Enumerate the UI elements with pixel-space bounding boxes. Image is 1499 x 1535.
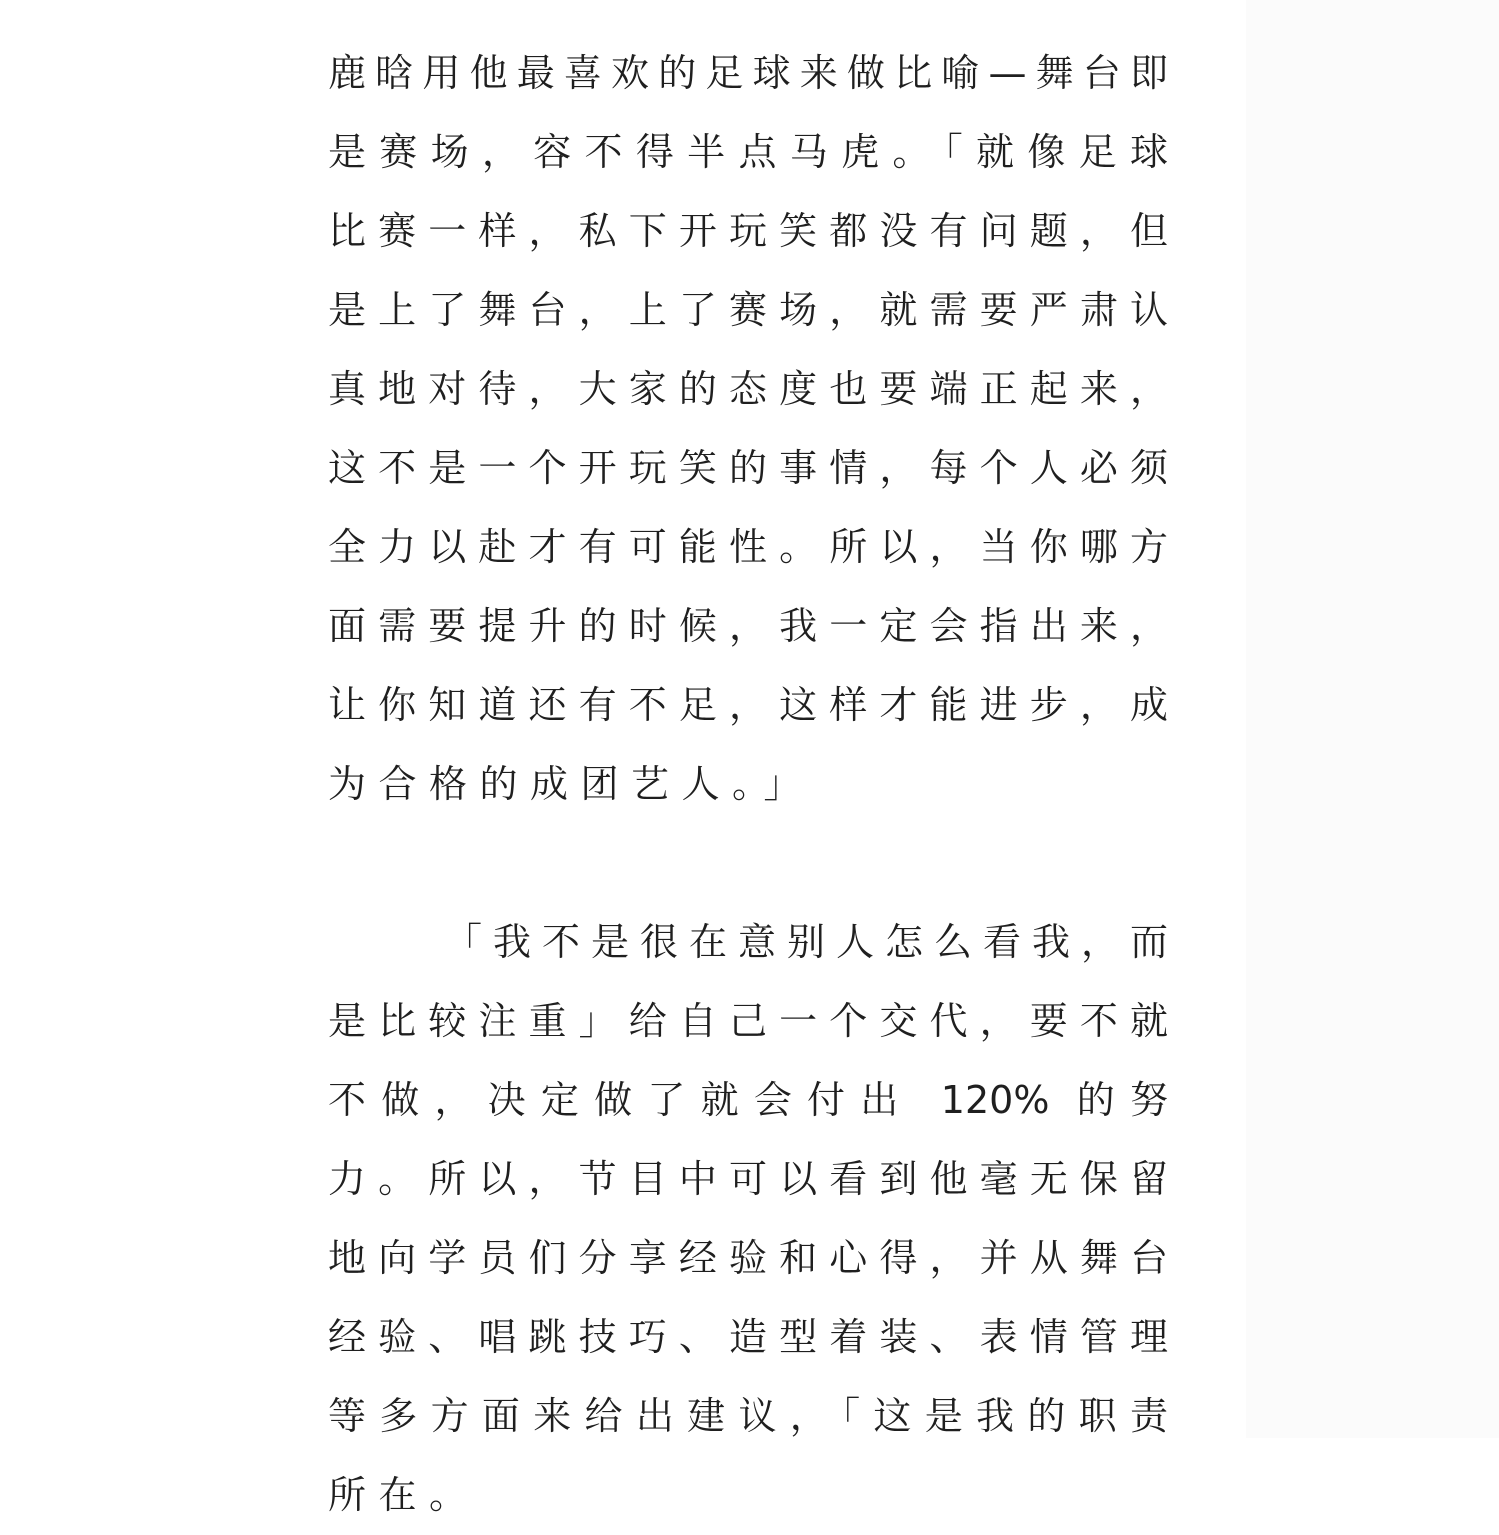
text-line: 为合格的成团艺人。」 xyxy=(328,762,815,806)
text-line: 经验、唱跳技巧、造型着装、表情管理 xyxy=(328,1315,1168,1359)
text-line: 面需要提升的时候，我一定会指出来， xyxy=(328,604,1168,648)
paragraph-2 xyxy=(328,903,1168,1535)
text-line: 等多方面来给出建议，「这是我的职责 xyxy=(328,1394,1168,1438)
text-line: 「我不是很在意别人怎么看我，而 xyxy=(444,920,1168,964)
text-line: 让你知道还有不足，这样才能进步，成 xyxy=(328,683,1168,727)
text-line: 是上了舞台，上了赛场，就需要严肃认 xyxy=(328,288,1168,332)
paragraph-1 xyxy=(328,34,1168,824)
text-line: 是比较注重」给自己一个交代，要不就 xyxy=(328,999,1168,1043)
paragraph-gap xyxy=(328,824,1168,903)
text-line: 这不是一个开玩笑的事情，每个人必须 xyxy=(328,446,1168,490)
right-margin-shade xyxy=(1246,0,1499,1438)
article-body xyxy=(328,34,1168,1535)
text-line: 鹿晗用他最喜欢的足球来做比喻—舞台即 xyxy=(328,51,1168,95)
text-line: 不做，决定做了就会付出 120% 的努 xyxy=(328,1078,1168,1122)
text-line: 比赛一样，私下开玩笑都没有问题，但 xyxy=(328,209,1168,253)
text-line: 所在。 xyxy=(328,1473,480,1517)
text-line: 全力以赴才有可能性。所以，当你哪方 xyxy=(328,525,1168,569)
text-line: 力。所以，节目中可以看到他毫无保留 xyxy=(328,1157,1168,1201)
text-line: 地向学员们分享经验和心得，并从舞台 xyxy=(328,1236,1168,1280)
text-line: 是赛场，容不得半点马虎。「就像足球 xyxy=(328,130,1168,174)
text-line: 真地对待，大家的态度也要端正起来， xyxy=(328,367,1168,411)
